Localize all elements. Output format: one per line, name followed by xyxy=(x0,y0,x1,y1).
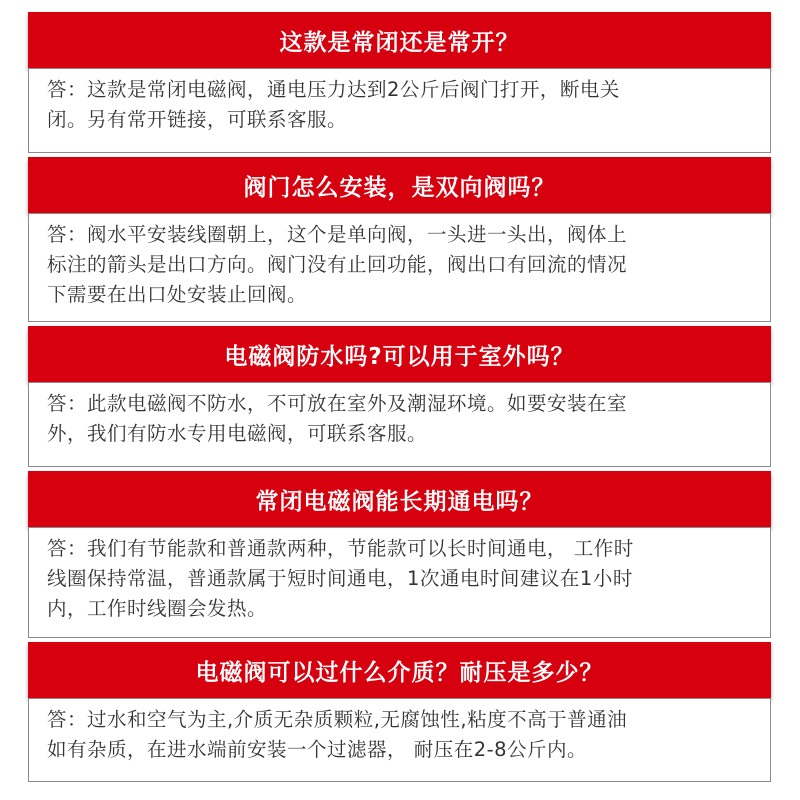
faq-question-bar xyxy=(28,157,771,213)
faq-answer-text: 答：过水和空气为主,介质无杂质颗粒,无腐蚀性,粘度不高于普通油 如有杂质，在进水端前安装一个过滤器， 耐压在2-8公斤内。 xyxy=(47,708,628,761)
faq-answer-box xyxy=(28,213,771,322)
faq-answer-text: 答：阀水平安装线圈朝上，这个是单向阀，一头进一头出，阀体上 标注的箭头是出口方向。阀门没有止回功能，阀出口有回流的情况 下需要在出口处安装止回阀。 xyxy=(47,223,628,306)
faq-answer-box xyxy=(28,527,771,638)
faq-question-text: 常闭电磁阀能长期通电吗？ xyxy=(255,488,544,515)
faq-answer-text: 答：此款电磁阀不防水，不可放在室外及潮湿环境。如要安装在室 外，我们有防水专用电磁阀，可联系客服。 xyxy=(47,392,628,445)
faq-question-bar xyxy=(28,12,771,68)
faq-answer-text: 答：我们有节能款和普通款两种，节能款可以长时间通电， 工作时 线圈保持常温，普通款属于短时间通电，1次通电时间建议在1小时 内，工作时线圈会发热。 xyxy=(47,537,634,620)
faq-answer-box xyxy=(28,68,771,153)
faq-answer-box xyxy=(28,698,771,782)
faq-question-text: 电磁阀可以过什么介质？耐压是多少？ xyxy=(195,659,604,686)
faq-question-bar xyxy=(28,642,771,698)
faq-question-bar xyxy=(28,326,771,382)
faq-question-bar xyxy=(28,471,771,527)
faq-question-text: 阀门怎么安装，是双向阀吗？ xyxy=(243,174,556,201)
faq-answer-box xyxy=(28,382,771,467)
faq-question-text: 这款是常闭还是常开？ xyxy=(279,29,520,56)
faq-question-text: 电磁阀防水吗?可以用于室外吗？ xyxy=(224,343,575,370)
faq-answer-text: 答：这款是常闭电磁阀，通电压力达到2公斤后阀门打开，断电关 闭。另有常开链接，可联系客服。 xyxy=(47,78,620,131)
